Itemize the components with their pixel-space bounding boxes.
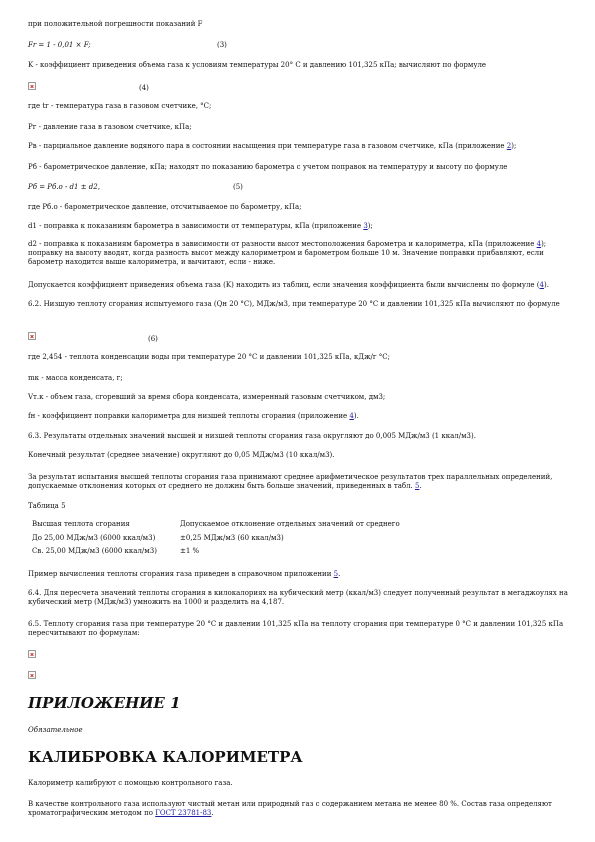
paragraph — [28, 142, 516, 151]
paragraph: K - коэффициент приведения объема газа к условиям температуры 20° С и давлению 101,325 кПа; вычисляют по формуле — [28, 61, 487, 69]
standard-link[interactable]: ГОСТ 23781-83 — [155, 809, 212, 817]
section-heading: КАЛИБРОВКА КАЛОРИМЕТРА — [28, 748, 303, 766]
text: В качестве контрольного газа используют чистый метан или природный газ с содержанием метана не менее 80 %. Состав газа определяют хроматографическим методом по — [28, 800, 552, 817]
appendix-link[interactable]: 4 — [349, 412, 354, 420]
text: Pв - парциальное давление водяного пара в состоянии насыщения при температуре газа в газовом счетчике, кПа (приложение — [28, 142, 507, 150]
formula-3: Fr = 1 - 0,01 × F; — [28, 41, 91, 49]
paragraph: где tг - температура газа в газовом счетчике, °С; — [28, 102, 212, 110]
table-title: Таблица 5 — [28, 502, 66, 510]
formula-5: Pб = Pб.о - d1 ± d2, — [28, 183, 100, 191]
formula-number-5: (5) — [233, 183, 243, 191]
paragraph: 6.5. Теплоту сгорания газа при температуре 20 °С и давлении 101,325 кПа на теплоту сгорания при температуре 0 °С и давлении 101,325 кПа пересчитывают по формулам: — [28, 620, 564, 637]
paragraph: 6.2. Низшую теплоту сгорания испытуемого газа (Qн 20 °С), МДж/м3, при температуре 20 °С и давлении 101,325 кПа вычисляют по формуле — [28, 300, 560, 308]
appendix-heading: ПРИЛОЖЕНИЕ 1 — [28, 694, 181, 712]
text: fн - коэффициент поправки калориметра для низшей теплоты сгорания (приложение — [28, 412, 350, 420]
paragraph: Pб - барометрическое давление, кПа; находят по показанию барометра с учетом поправок на температуру и высоту по формуле — [28, 163, 508, 171]
paragraph: mк - масса конденсата, г; — [28, 374, 123, 382]
paragraph — [28, 473, 568, 491]
table-header: Высшая теплота сгорания — [32, 520, 130, 528]
broken-image-icon — [28, 332, 36, 340]
text: . — [338, 570, 341, 578]
text: ). — [353, 412, 359, 420]
broken-image-icon — [28, 671, 36, 679]
paragraph — [28, 412, 359, 421]
text: ). — [543, 281, 549, 289]
table-header: Допускаемое отклонение отдельных значений от среднего — [180, 520, 400, 528]
formula-number-4: (4) — [139, 84, 149, 92]
appendix-link[interactable]: 2 — [506, 142, 512, 150]
text: d2 - поправка к показаниям барометра в зависимости от разности высот местоположения барометра и калориметра, кПа (приложение — [28, 240, 537, 248]
text: ); — [511, 142, 517, 150]
paragraph — [28, 240, 568, 267]
table-link[interactable]: 5 — [414, 482, 420, 490]
text: ); поправку на высоту вводят, когда разность высот между калориметром и барометром больше 10 м. Значение поправки прибавляют, если барометр находится выше калориметра, и вычитают, если - ниже. — [28, 240, 547, 266]
paragraph — [28, 222, 373, 231]
table-cell: ±1 % — [180, 547, 200, 555]
appendix-status: Обязательное — [28, 726, 83, 734]
table-cell: ±0,25 МДж/м3 (60 ккал/м3) — [180, 534, 284, 542]
text: d1 - поправка к показаниям барометра в зависимости от температуры, кПа (приложение — [28, 222, 364, 230]
appendix-link[interactable]: 5 — [333, 570, 339, 578]
paragraph: при положительной погрешности показаний F — [28, 20, 203, 28]
appendix-link[interactable]: 3 — [363, 222, 368, 230]
table-cell: Св. 25,00 МДж/м3 (6000 ккал/м3) — [32, 547, 157, 555]
paragraph: Pг - давление газа в газовом счетчике, кПа; — [28, 123, 192, 131]
paragraph: 6.4. Для пересчета значений теплоты сгорания в килокалориях на кубический метр (ккал/м3) следует полученный результат в мегаджоулях на кубический метр (МДж/м3) умножить на 1000 и разделить на 4,187. — [28, 589, 568, 606]
paragraph: Калориметр калибруют с помощью контрольного газа. — [28, 779, 233, 787]
appendix-link[interactable]: 4 — [536, 240, 542, 248]
formula-number-3: (3) — [217, 41, 227, 49]
text: . — [211, 809, 214, 817]
text: Допускается коэффициент приведения объема газа (K) находить из таблиц, если значения коэффициента были вычислены по формуле ( — [28, 281, 540, 289]
paragraph — [28, 800, 568, 818]
paragraph — [28, 570, 340, 579]
formula-number-6: (6) — [148, 335, 158, 343]
text: За результат испытания высшей теплоты сгорания газа принимают среднее арифметическое результатов трех параллельных определений, допускаемые отклонения которых от среднего не должны быть больше значений, приведенных в табл. — [28, 473, 553, 490]
text: Пример вычисления теплоты сгорания газа приведен в справочном приложении — [28, 570, 334, 578]
paragraph: Конечный результат (среднее значение) округляют до 0,05 МДж/м3 (10 ккал/м3). — [28, 451, 335, 459]
formula-link[interactable]: 4 — [539, 281, 544, 289]
text: ); — [367, 222, 373, 230]
paragraph: Vт.к - объем газа, сгоревший за время сбора конденсата, измеренный газовым счетчиком, дм3; — [28, 393, 386, 401]
table-cell: До 25,00 МДж/м3 (6000 ккал/м3) — [32, 534, 156, 542]
paragraph: 6.3. Результаты отдельных значений высшей и низшей теплоты сгорания газа округляют до 0,005 МДж/м3 (1 ккал/м3). — [28, 432, 476, 440]
paragraph: где Pб.о - барометрическое давление, отсчитываемое по барометру, кПа; — [28, 203, 302, 211]
paragraph — [28, 281, 549, 290]
broken-image-icon — [28, 650, 36, 658]
paragraph: где 2,454 - теплота конденсации воды при температуре 20 °С и давлении 101,325 кПа, кДж/г °С; — [28, 353, 390, 361]
broken-image-icon — [28, 82, 36, 90]
text: . — [419, 482, 422, 490]
